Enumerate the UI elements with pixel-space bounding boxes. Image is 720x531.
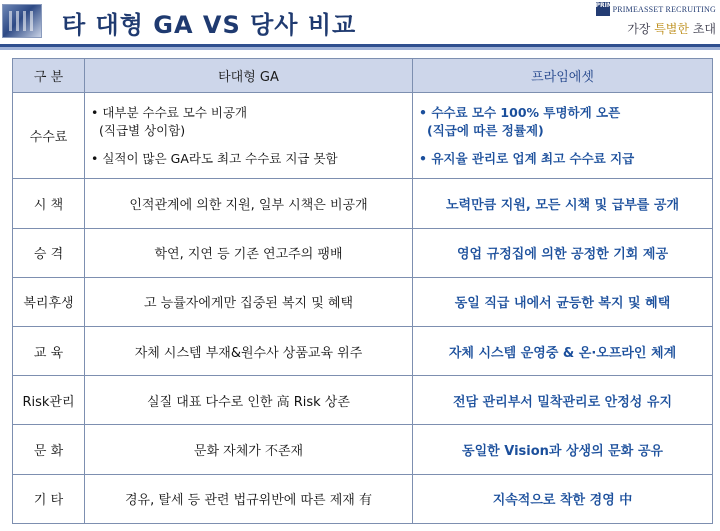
prime-cell: 동일 직급 내에서 균등한 복지 및 혜택 (413, 277, 713, 326)
slide-header (0, 0, 720, 44)
competitor-cell: 인적관계에 의한 지원, 일부 시책은 비공개 (85, 179, 413, 228)
slogan-highlight: 특별한 (654, 22, 689, 36)
comparison-table (12, 58, 713, 524)
bullet-text: • 대부분 수수료 모수 비공개 (91, 104, 248, 120)
brand-block (566, 2, 716, 42)
header-category: 구 분 (13, 59, 85, 93)
bullet-text: (직급별 상이함) (99, 122, 186, 138)
prime-cell: 동일한 Vision과 상생의 문화 공유 (413, 425, 713, 474)
competitor-cell: 실질 대표 다수로 인한 高 Risk 상존 (85, 376, 413, 425)
bullet-text: (직급에 따른 정률제) (427, 122, 544, 138)
competitor-cell: 고 능률자에게만 집중된 복지 및 혜택 (85, 277, 413, 326)
competitor-cell: 자체 시스템 부재&원수사 상품교육 위주 (85, 327, 413, 376)
table-row (13, 376, 713, 425)
row-category: 승 격 (13, 228, 85, 277)
prime-cell (413, 93, 713, 179)
bullet-text: • 수수료 모수 100% 투명하게 오픈 (419, 104, 621, 120)
header-divider (0, 44, 720, 50)
row-category: 기 타 (13, 474, 85, 523)
table-row (13, 93, 713, 179)
bullet-text: • 실적이 많은 GA라도 최고 수수료 지급 못함 (91, 150, 338, 166)
competitor-cell: 문화 자체가 不존재 (85, 425, 413, 474)
table-row (13, 327, 713, 376)
bullet-text: • 유지율 관리로 업계 최고 수수료 지급 (419, 150, 635, 166)
brand-logo-icon: PRIME (596, 2, 610, 16)
prime-cell: 전담 관리부서 밀착관리로 안정성 유지 (413, 376, 713, 425)
competitor-cell: 학연, 지연 등 기존 연고주의 팽배 (85, 228, 413, 277)
header-prime: 프라임에셋 (413, 59, 713, 93)
table-header-row (13, 59, 713, 93)
row-category: 문 화 (13, 425, 85, 474)
prime-cell: 자체 시스템 운영중 & 온·오프라인 체계 (413, 327, 713, 376)
table-row (13, 425, 713, 474)
prime-cell: 영업 규정집에 의한 공정한 기회 제공 (413, 228, 713, 277)
row-category: 교 육 (13, 327, 85, 376)
slogan-part-c: 초대 (689, 22, 716, 36)
table-row (13, 474, 713, 523)
table-row (13, 277, 713, 326)
prime-cell: 지속적으로 착한 경영 中 (413, 474, 713, 523)
brand-slogan (566, 20, 716, 37)
slide-title: 타 대형 GA VS 당사 비교 (62, 11, 357, 39)
competitor-cell: 경유, 탈세 등 관련 법규위반에 따른 제재 有 (85, 474, 413, 523)
table-row (13, 228, 713, 277)
prime-cell: 노력만큼 지원, 모든 시책 및 급부를 공개 (413, 179, 713, 228)
slogan-part-a: 가장 (627, 22, 655, 36)
row-category: 복리후생 (13, 277, 85, 326)
header-competitor: 타대형 GA (85, 59, 413, 93)
competitor-cell (85, 93, 413, 179)
table-row (13, 179, 713, 228)
row-category: 시 책 (13, 179, 85, 228)
header-image-icon (2, 4, 42, 38)
row-category: Risk관리 (13, 376, 85, 425)
row-category: 수수료 (13, 93, 85, 179)
brand-name: PRIMEASSET RECRUITING (612, 4, 716, 14)
